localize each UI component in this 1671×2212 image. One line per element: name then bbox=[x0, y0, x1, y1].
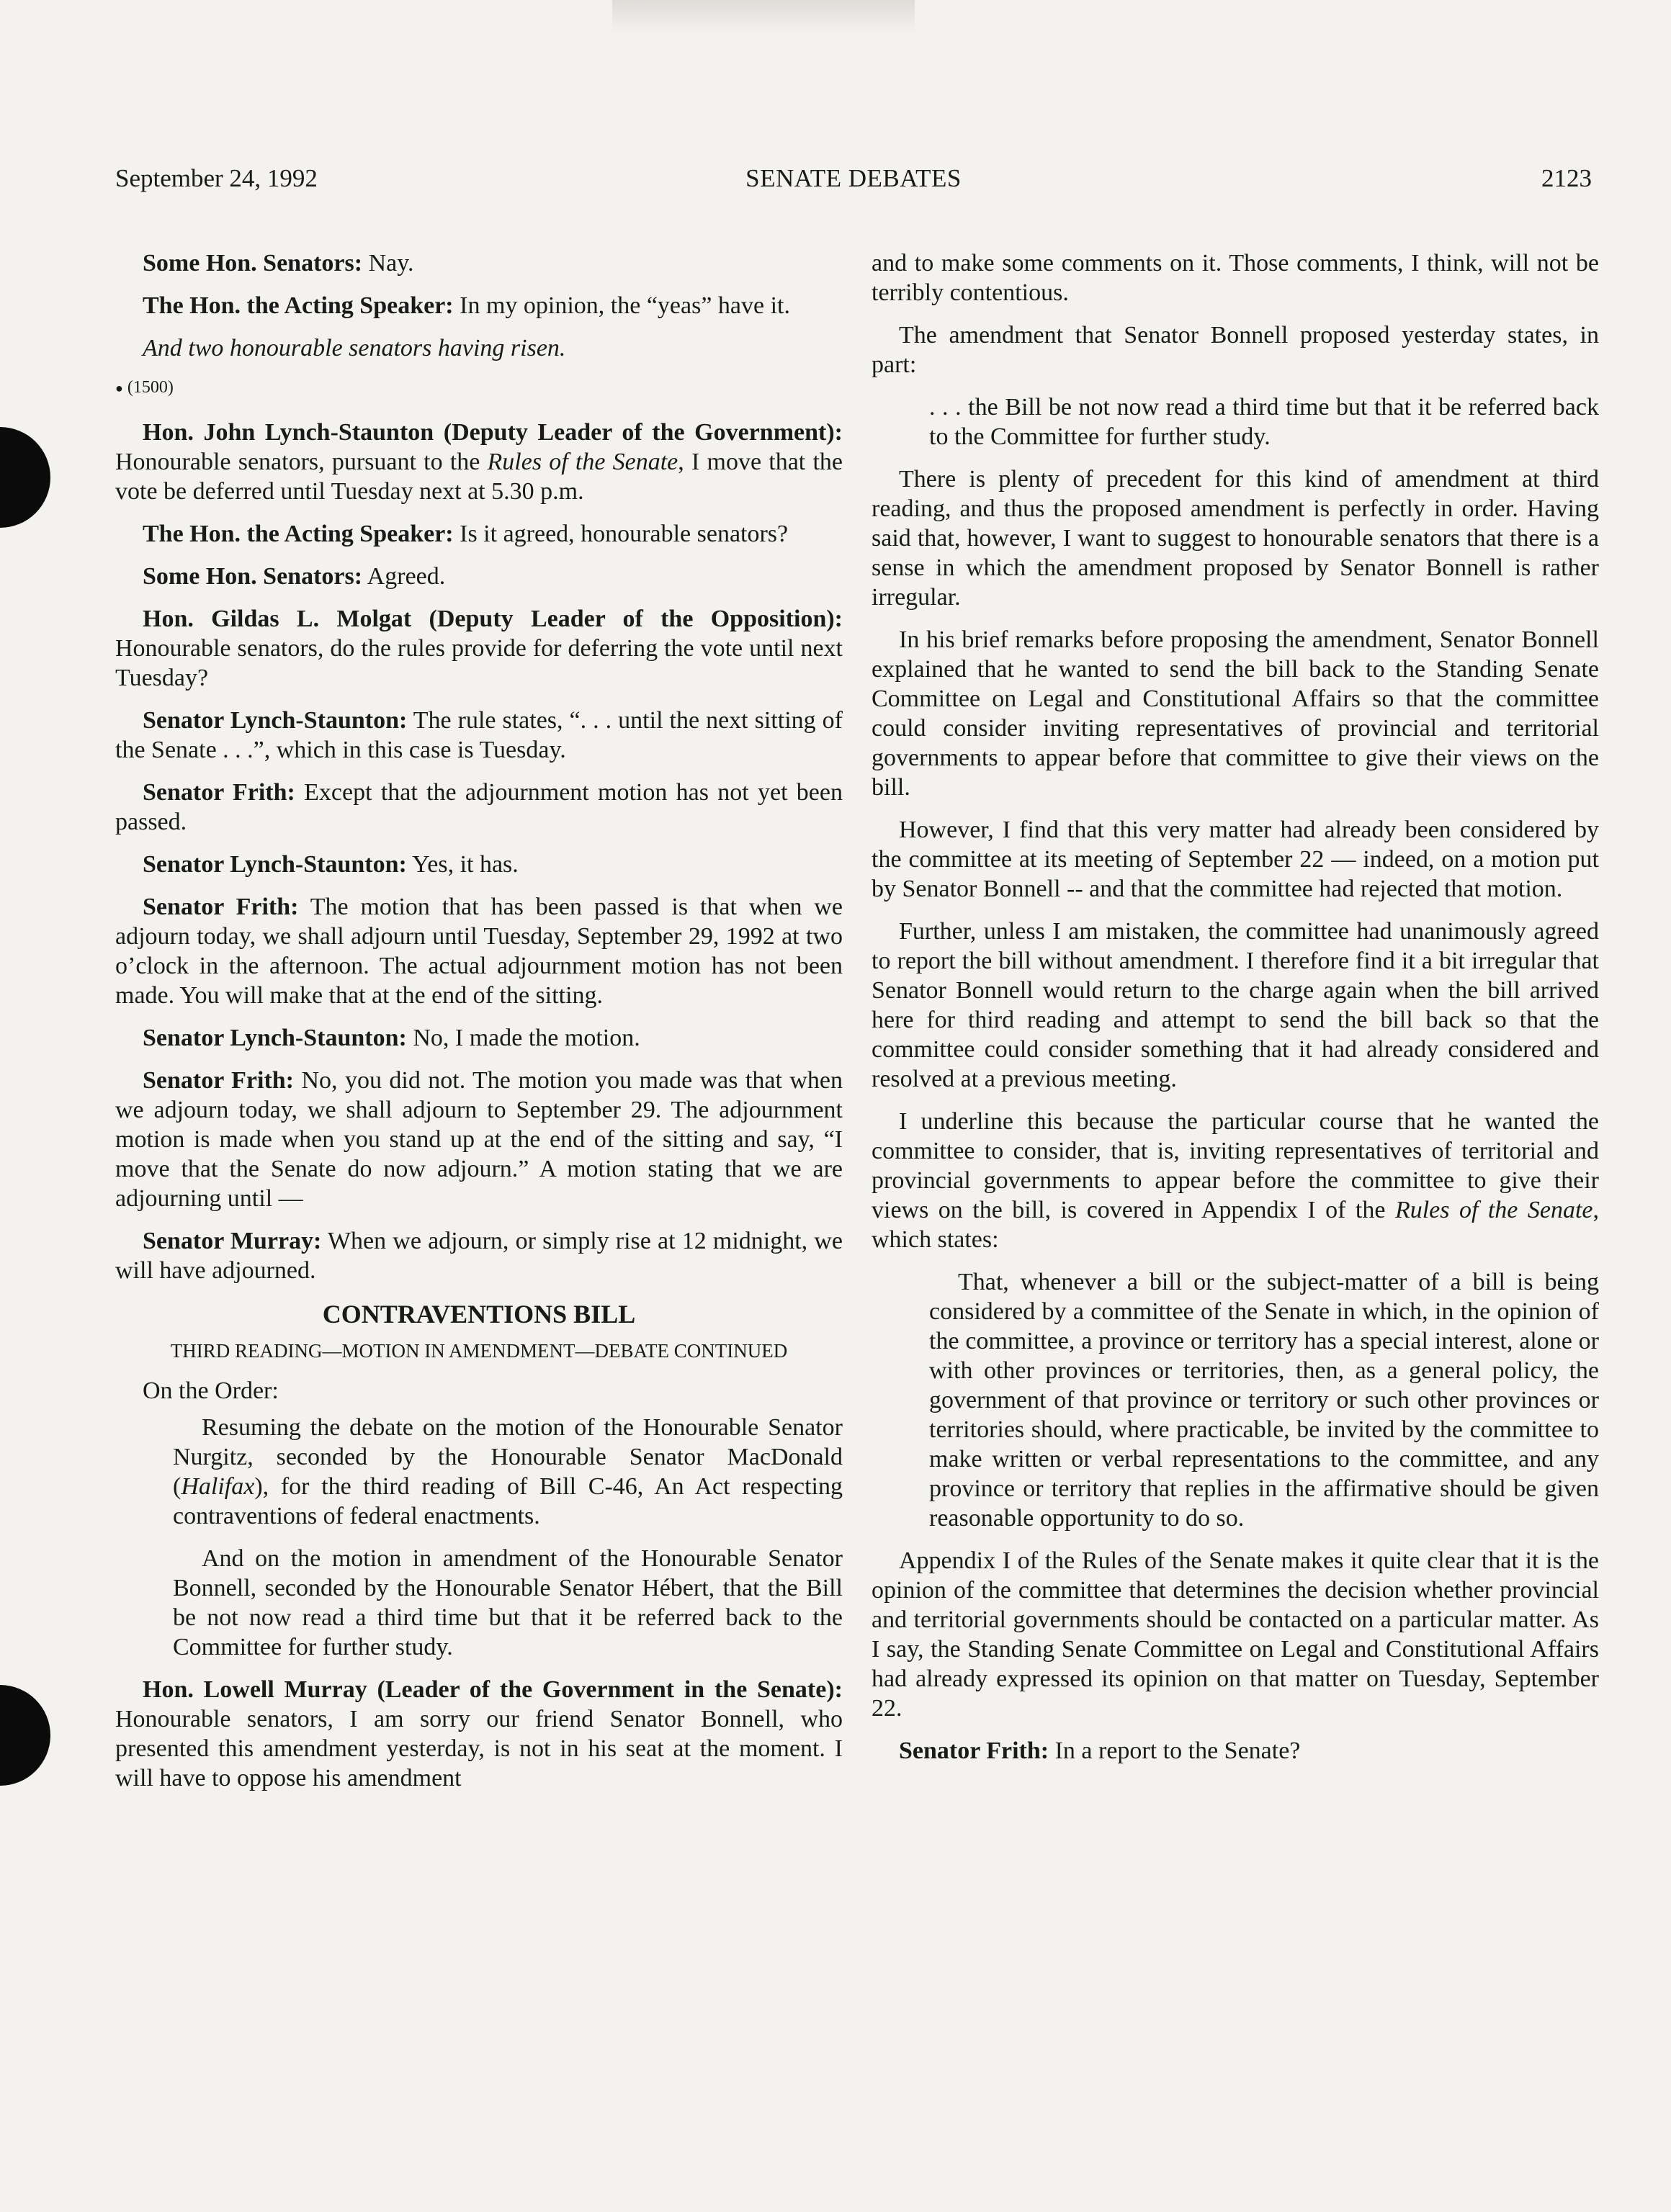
speaker-name: The Hon. the Acting Speaker: bbox=[143, 520, 454, 547]
speech-paragraph: Further, unless I am mistaken, the committee had unanimously agreed to report the bill without amendment. I therefore find it a bit irregular that Senator Bonnell would return to the charge again when the bill arrived here for third reading and attempt to send the bill back so that the committee could consider something that it had already considered and resolved at a previous meeting. bbox=[872, 918, 1599, 1092]
section-title: CONTRAVENTIONS BILL bbox=[322, 1299, 636, 1328]
speaker-name: Some Hon. Senators: bbox=[143, 562, 363, 590]
speech-paragraph: Some Hon. Senators: Agreed. bbox=[143, 562, 446, 590]
speech-paragraph: Hon. Gildas L. Molgat (Deputy Leader of the Opposition): Honourable senators, do the rules provide for deferring the vote until next Tuesday? bbox=[115, 605, 843, 691]
speech-paragraph: The Hon. the Acting Speaker: In my opinion, the “yeas” have it. bbox=[143, 292, 790, 319]
speech-paragraph: The Hon. the Acting Speaker: Is it agreed, honourable senators? bbox=[143, 520, 789, 547]
speaker-name: Senator Frith: bbox=[899, 1737, 1049, 1764]
speech-paragraph: Hon. John Lynch-Staunton (Deputy Leader of the Government): Honourable senators, pursuant to the Rules of the Senate, I move that the vote be deferred until Tuesday next at 5.30 p.m. bbox=[115, 418, 843, 505]
punch-hole bbox=[0, 1685, 50, 1786]
bleed-through-mark bbox=[612, 0, 915, 33]
time-marker: ● (1500) bbox=[115, 378, 174, 397]
quoted-text: That, whenever a bill or the subject-matter of a bill is being considered by a committee of the Senate in which, in the opinion of the committee, a province or territory has a special interest, alone or with other provinces or territories, then, as a general policy, the government of that province or territory or such other provinces or territories should, where practicable, be invited by the committee to make written or verbal representations to the committee, and any province or territory that replies in the affirmative should be given reasonable opportunity to do so. bbox=[929, 1269, 1599, 1532]
speaker-name: Hon. John Lynch-Staunton (Deputy Leader of the Government): bbox=[143, 418, 843, 446]
speech-paragraph: Some Hon. Senators: Nay. bbox=[143, 250, 414, 276]
speech-paragraph: Senator Lynch-Staunton: Yes, it has. bbox=[143, 850, 519, 878]
speaker-name: Senator Lynch-Staunton: bbox=[143, 850, 407, 878]
right-column bbox=[872, 248, 1599, 1779]
speech-paragraph: Appendix I of the Rules of the Senate makes it quite clear that it is the opinion of the committee that determines the decision whether provincial and territorial governments should be contacted on a particular matter. As I say, the Standing Senate Committee on Legal and Constitutional Affairs had already expressed its opinion on that matter on Tuesday, September 22. bbox=[872, 1547, 1599, 1722]
header-date: September 24, 1992 bbox=[115, 164, 318, 192]
speaker-name: Senator Lynch-Staunton: bbox=[143, 1024, 407, 1051]
speech-paragraph: Senator Lynch-Staunton: The rule states, “. . . until the next sitting of the Senate . . .”, which in this case is Tuesday. bbox=[115, 706, 843, 763]
speech-paragraph: Senator Frith: Except that the adjournment motion has not yet been passed. bbox=[115, 778, 843, 835]
order-label: On the Order: bbox=[143, 1377, 279, 1404]
speaker-name: The Hon. the Acting Speaker: bbox=[143, 292, 454, 319]
speech-paragraph: The amendment that Senator Bonnell proposed yesterday states, in part: bbox=[872, 322, 1599, 378]
page-header bbox=[115, 164, 1592, 202]
speech-paragraph: Senator Lynch-Staunton: No, I made the motion. bbox=[143, 1024, 640, 1051]
speech-paragraph: Hon. Lowell Murray (Leader of the Government in the Senate): Honourable senators, I am sorry our friend Senator Bonnell, who presented this amendment yesterday, is not in his seat at the moment. I will have to oppose his amendment bbox=[115, 1676, 843, 1791]
speech-paragraph: Senator Frith: The motion that has been passed is that when we adjourn today, we shall adjourn until Tuesday, September 29, 1992 at two o’clock in the afternoon. The actual adjournment motion has not been made. You will make that at the end of the sitting. bbox=[115, 893, 843, 1009]
quoted-text: . . . the Bill be not now read a third time but that it be referred back to the Committee for further study. bbox=[929, 394, 1599, 450]
speaker-name: Senator Frith: bbox=[143, 1066, 295, 1094]
header-title: SENATE DEBATES bbox=[745, 164, 962, 192]
left-column bbox=[115, 248, 843, 1806]
speech-paragraph: In his brief remarks before proposing the amendment, Senator Bonnell explained that he wanted to send the bill back to the Standing Senate Committee on Legal and Constitutional Affairs so that the committee could consider inviting representatives of provincial and territorial governments to appear before that committee to give their views on the bill. bbox=[872, 626, 1599, 801]
header-page-number: 2123 bbox=[1541, 164, 1592, 192]
speech-paragraph: and to make some comments on it. Those comments, I think, will not be terribly contentious. bbox=[872, 250, 1599, 306]
speech-paragraph: Senator Murray: When we adjourn, or simply rise at 12 midnight, we will have adjourned. bbox=[115, 1227, 843, 1284]
speaker-name: Hon. Gildas L. Molgat (Deputy Leader of the Opposition): bbox=[143, 605, 843, 632]
speech-paragraph: However, I find that this very matter had already been considered by the committee at its meeting of September 22 — indeed, on a motion put by Senator Bonnell -- and that the committee had rejected that motion. bbox=[872, 817, 1599, 902]
speaker-name: Senator Frith: bbox=[143, 778, 295, 806]
stage-direction: And two honourable senators having risen. bbox=[143, 335, 566, 361]
subsection-title: THIRD READING—MOTION IN AMENDMENT—DEBATE CONTINUED bbox=[170, 1339, 788, 1362]
motion-text: Resuming the debate on the motion of the Honourable Senator Nurgitz, seconded by the Honourable Senator MacDonald (Halifax), for the third reading of Bill C-46, An Act respecting contraventions of federal enactments. bbox=[173, 1413, 843, 1529]
speaker-name: Senator Lynch-Staunton: bbox=[143, 706, 408, 734]
speech-paragraph: Senator Frith: No, you did not. The motion you made was that when we adjourn today, we shall adjourn to September 29. The adjournment motion is made when you stand up at the end of the sitting and say, “I move that the Senate do now adjourn.” A motion stating that we are adjourning until — bbox=[115, 1066, 843, 1212]
speaker-name: Some Hon. Senators: bbox=[143, 250, 363, 276]
speech-paragraph: I underline this because the particular course that he wanted the committee to consider, that is, inviting representatives of territorial and provincial governments to appear before the committee to give their views on the bill, is covered in Appendix I of the Rules of the Senate, which states: bbox=[872, 1108, 1599, 1253]
bullet-icon: ● bbox=[115, 380, 123, 395]
motion-text: And on the motion in amendment of the Honourable Senator Bonnell, seconded by the Honourable Senator Hébert, that the Bill be not now read a third time but that it be referred back to the Committee for further study. bbox=[173, 1545, 843, 1660]
speech-paragraph: Senator Frith: In a report to the Senate? bbox=[899, 1737, 1301, 1764]
speaker-name: Hon. Lowell Murray (Leader of the Government in the Senate): bbox=[143, 1676, 843, 1703]
speech-paragraph: There is plenty of precedent for this kind of amendment at third reading, and thus the proposed amendment is perfectly in order. Having said that, however, I want to suggest to honourable senators that there is a sense in which the amendment proposed by Senator Bonnell is rather irregular. bbox=[872, 466, 1599, 611]
speaker-name: Senator Murray: bbox=[143, 1227, 322, 1254]
speaker-name: Senator Frith: bbox=[143, 893, 299, 920]
punch-hole bbox=[0, 427, 50, 528]
